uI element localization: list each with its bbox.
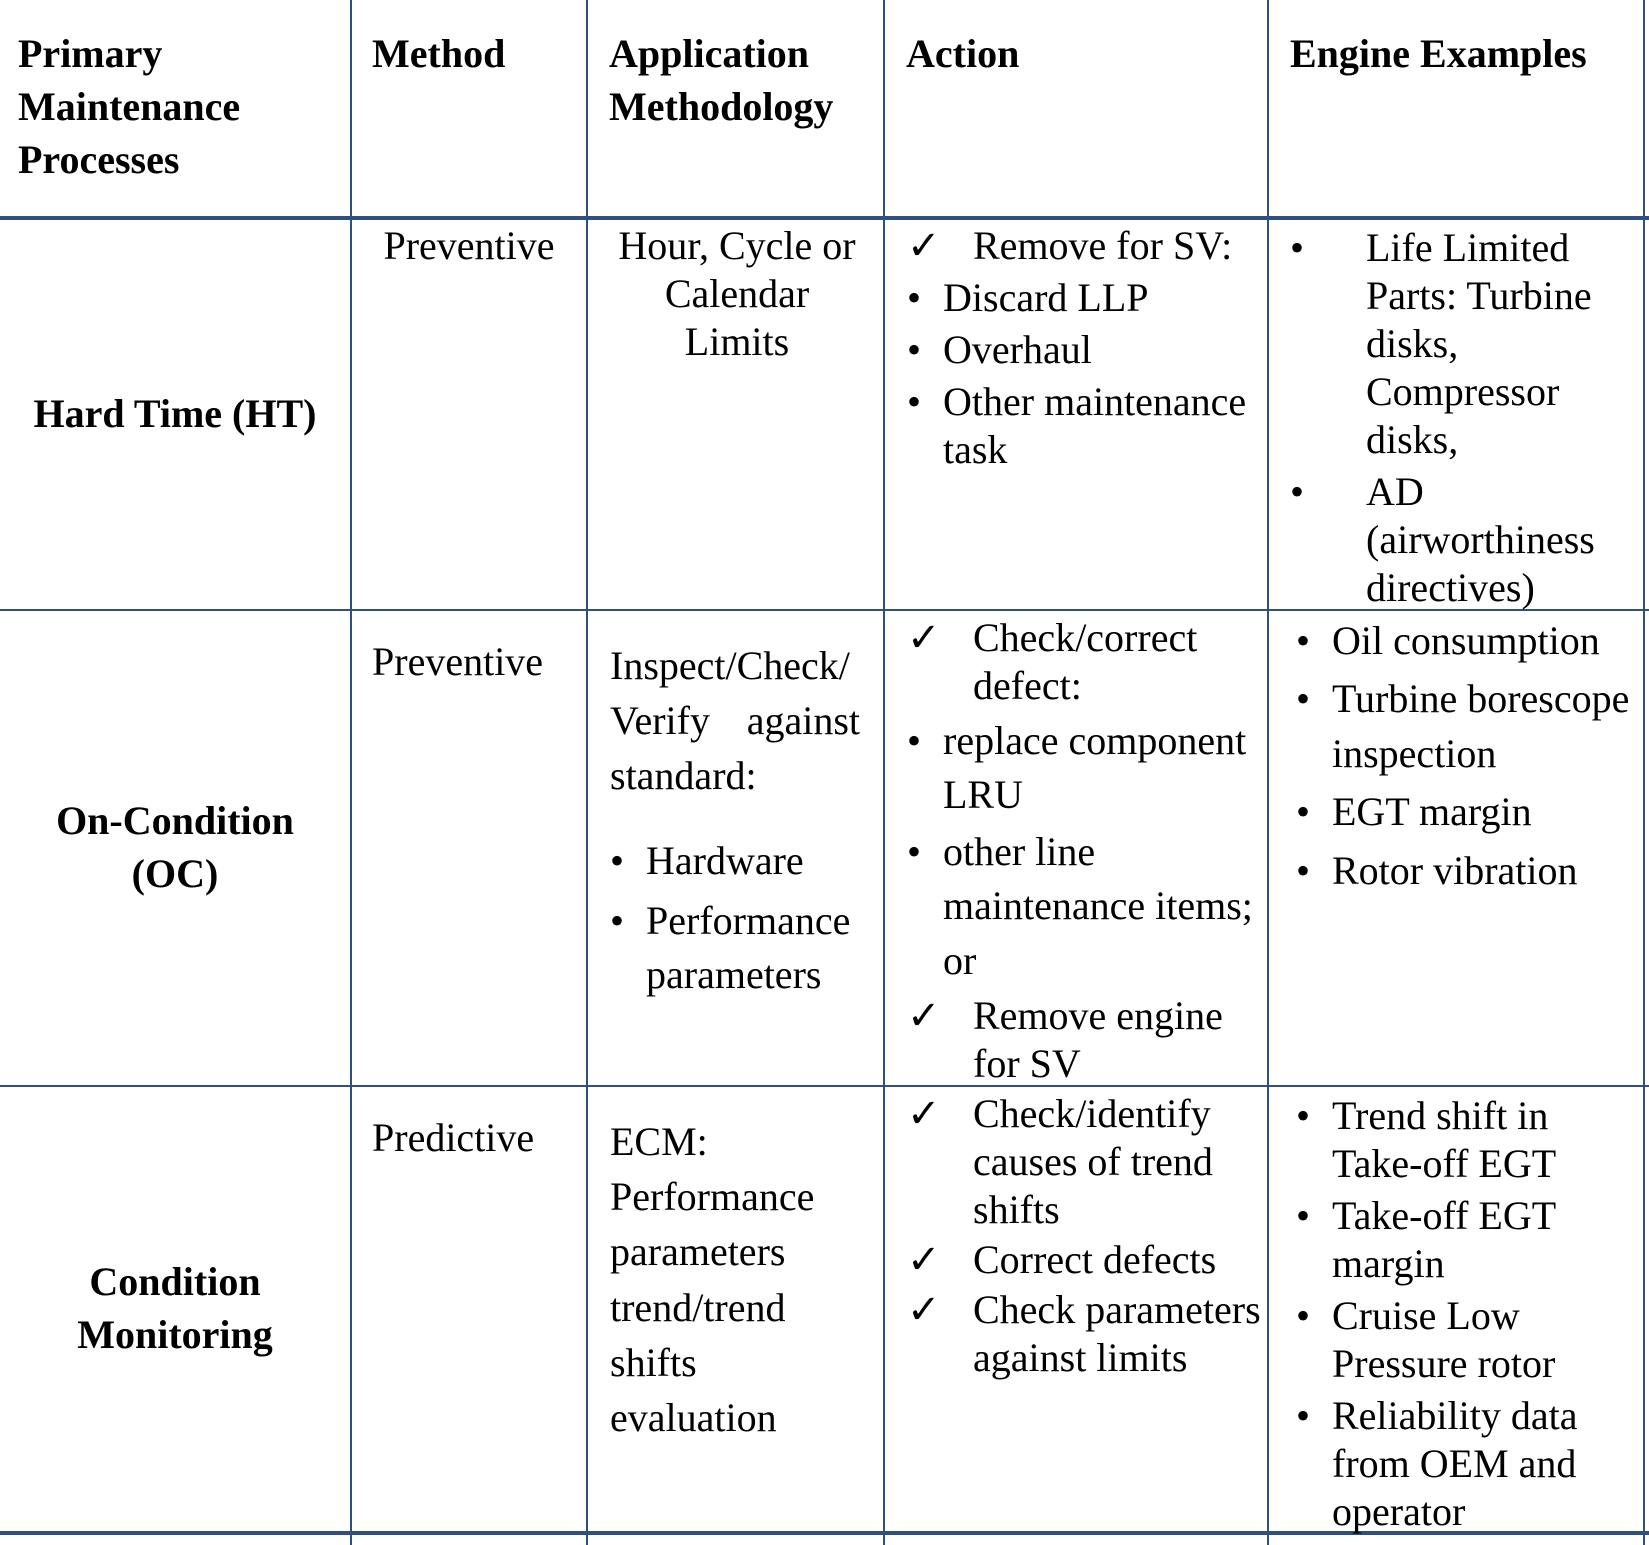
- example-item: [1296, 614, 1642, 668]
- bullet-icon: •: [907, 379, 922, 424]
- process-name: Monitoring: [77, 1312, 273, 1357]
- row-hard-time-actions: [907, 222, 1263, 474]
- example-text: Life Limited Parts: Turbine disks, Compressor disks,: [1366, 225, 1592, 462]
- example-text: EGT margin: [1332, 789, 1532, 835]
- example-item: [1296, 785, 1642, 839]
- action-text: Check/identify causes of trend shifts: [973, 1091, 1213, 1232]
- action-text: Remove engine for SV: [973, 992, 1223, 1086]
- action-text: Check parameters against limits: [973, 1287, 1261, 1380]
- checkmark-icon: ✓: [907, 1237, 941, 1282]
- application-text: Inspect/Check/: [610, 643, 850, 688]
- row-on-condition-actions: [907, 614, 1263, 1088]
- example-item: [1290, 224, 1642, 464]
- row-hard-time-method: [352, 222, 586, 270]
- action-text: replace component LRU: [943, 718, 1247, 818]
- application-text: shifts: [610, 1339, 697, 1385]
- action-item: [907, 992, 1263, 1088]
- row-on-condition-examples: [1296, 614, 1642, 898]
- action-text: other line maintenance items; or: [943, 828, 1253, 983]
- bullet-icon: •: [1296, 789, 1311, 835]
- application-text: Performance parameters: [646, 897, 851, 997]
- action-item: [907, 1286, 1263, 1382]
- bullet-icon: •: [1296, 1093, 1311, 1138]
- header-primary-processes: [18, 28, 343, 186]
- action-item: [907, 825, 1263, 988]
- bullet-icon: •: [1296, 618, 1311, 663]
- row-hard-time-process: [0, 220, 350, 609]
- bullet-icon: •: [610, 837, 625, 883]
- process-name: (OC): [131, 851, 219, 896]
- column-divider: [586, 0, 588, 1545]
- action-text: Discard LLP: [943, 275, 1149, 320]
- header-action: [906, 28, 1261, 81]
- action-item: [907, 714, 1263, 823]
- bullet-icon: •: [1290, 469, 1305, 514]
- example-item: [1296, 1092, 1642, 1188]
- action-text: Other maintenance task: [943, 379, 1247, 472]
- checkmark-icon: ✓: [907, 615, 941, 660]
- example-item: [1296, 1292, 1642, 1388]
- checkmark-icon: ✓: [907, 1287, 941, 1332]
- spacer: [610, 804, 860, 834]
- example-item: [1296, 1192, 1642, 1288]
- method-text: Preventive: [372, 639, 544, 684]
- example-text: Turbine borescope inspection: [1332, 676, 1630, 776]
- bullet-icon: •: [1296, 1393, 1311, 1438]
- header-text: Maintenance: [18, 83, 241, 129]
- header-text: Methodology: [609, 83, 834, 129]
- application-text: Hour, Cycle or: [618, 223, 856, 268]
- row-hard-time-application: [596, 222, 878, 366]
- action-item: [907, 222, 1263, 270]
- application-text: ECM:: [610, 1119, 708, 1164]
- action-item: [907, 614, 1263, 710]
- checkmark-icon: ✓: [907, 992, 941, 1038]
- header-application-methodology: [609, 28, 879, 134]
- bullet-icon: •: [1296, 1293, 1311, 1338]
- header-text: Processes: [18, 136, 180, 182]
- header-text: Method: [372, 31, 506, 76]
- header-text: Action: [906, 31, 1020, 76]
- header-text: Application: [609, 31, 810, 76]
- method-text: Predictive: [372, 1115, 535, 1160]
- row-condition-monitoring-method: [372, 1114, 582, 1162]
- application-text: Performance: [610, 1174, 815, 1220]
- bullet-icon: •: [907, 718, 922, 763]
- action-item: [907, 326, 1263, 374]
- action-text: Remove for SV:: [973, 223, 1233, 268]
- application-text: Verify against: [610, 698, 860, 744]
- bullet-icon: •: [610, 897, 625, 943]
- action-text: Correct defects: [973, 1237, 1217, 1282]
- example-text: Trend shift in Take-off EGT: [1332, 1093, 1557, 1186]
- example-text: Oil consumption: [1332, 618, 1600, 663]
- checkmark-icon: ✓: [907, 223, 941, 268]
- example-text: Rotor vibration: [1332, 847, 1578, 893]
- header-engine-examples: [1290, 28, 1640, 81]
- example-item: [1296, 844, 1642, 898]
- checkmark-icon: ✓: [907, 1091, 941, 1136]
- header-text: Primary: [18, 31, 163, 76]
- application-text: Limits: [684, 319, 790, 364]
- row-condition-monitoring-process: [0, 1087, 350, 1531]
- bullet-icon: •: [1290, 225, 1305, 270]
- row-condition-monitoring-actions: [907, 1090, 1263, 1382]
- process-name: Hard Time (HT): [33, 391, 317, 437]
- row-condition-monitoring-application: [610, 1114, 880, 1445]
- application-text: Calendar: [664, 271, 810, 316]
- example-item: [1296, 672, 1642, 781]
- action-text: Overhaul: [943, 327, 1092, 372]
- action-item: [907, 1090, 1263, 1234]
- bullet-icon: •: [1296, 847, 1311, 893]
- column-divider: [1643, 0, 1645, 1545]
- bullet-icon: •: [907, 275, 922, 320]
- row-on-condition-application: [610, 638, 860, 1002]
- column-divider: [883, 0, 885, 1545]
- bullet-icon: •: [1296, 676, 1311, 722]
- header-method: [372, 28, 577, 81]
- example-text: Take-off EGT margin: [1332, 1193, 1556, 1286]
- bullet-icon: •: [1296, 1193, 1311, 1238]
- row-on-condition-method: [372, 638, 582, 686]
- application-text: trend/trend: [610, 1284, 786, 1330]
- header-text: Engine Examples: [1290, 31, 1587, 76]
- example-item: [1296, 1392, 1642, 1536]
- process-name: On-Condition: [56, 798, 294, 844]
- example-text: AD (airworthiness directives): [1366, 469, 1595, 610]
- application-text: parameters: [610, 1229, 786, 1275]
- application-item: [610, 834, 860, 888]
- method-text: Preventive: [383, 223, 555, 268]
- application-text: standard:: [610, 753, 757, 799]
- application-text: Hardware: [646, 837, 804, 883]
- column-divider: [1267, 0, 1269, 1545]
- action-item: [907, 378, 1263, 474]
- example-item: [1290, 468, 1642, 612]
- action-item: [907, 1236, 1263, 1284]
- row-condition-monitoring-examples: [1296, 1092, 1642, 1536]
- bullet-icon: •: [907, 327, 922, 372]
- row-on-condition-process: [0, 611, 350, 1085]
- example-text: Cruise Low Pressure rotor: [1332, 1293, 1556, 1386]
- process-name: Condition: [89, 1259, 261, 1305]
- bullet-icon: •: [907, 828, 922, 874]
- application-text: evaluation: [610, 1394, 777, 1440]
- application-item: [610, 894, 860, 1002]
- action-item: [907, 274, 1263, 322]
- action-text: Check/correct defect:: [973, 615, 1198, 708]
- example-text: Reliability data from OEM and operator: [1332, 1393, 1578, 1534]
- row-hard-time-examples: [1290, 224, 1642, 612]
